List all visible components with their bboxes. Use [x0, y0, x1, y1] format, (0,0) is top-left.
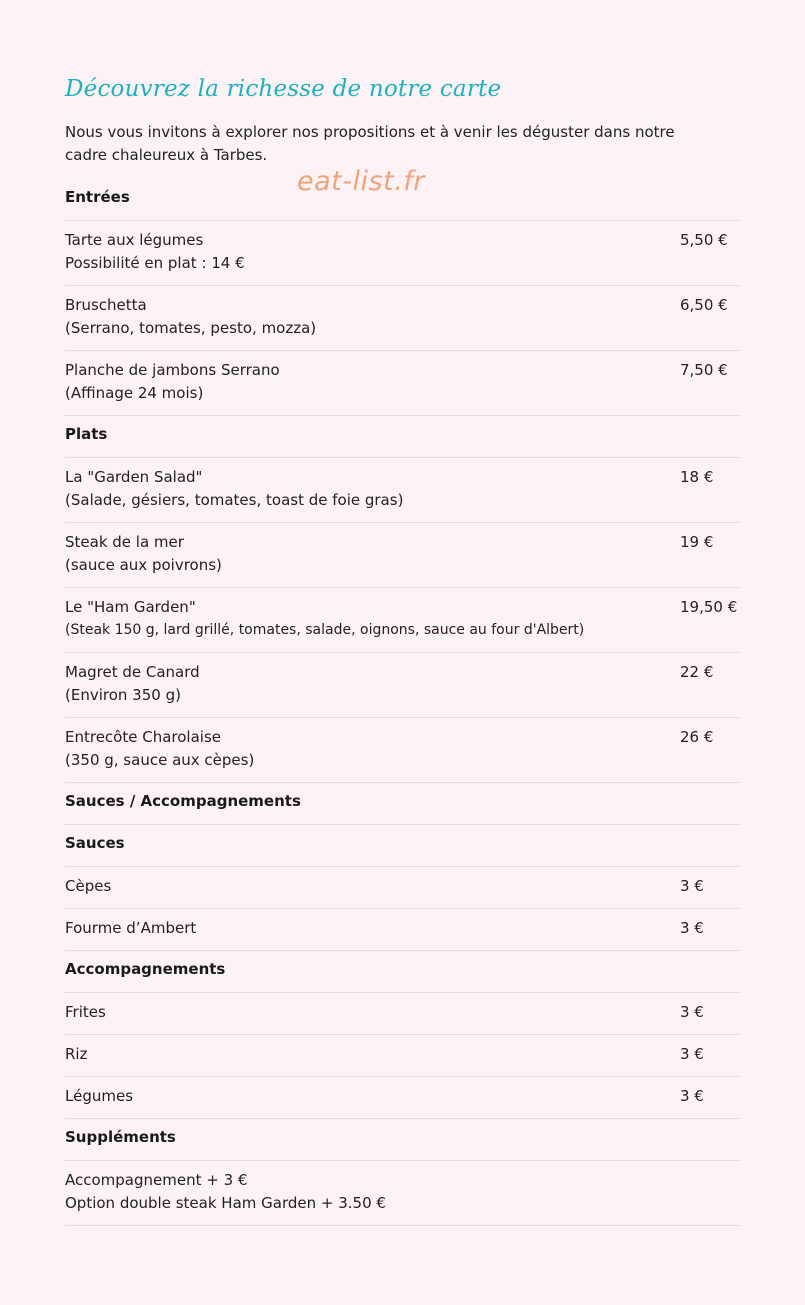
menu-item	[65, 458, 740, 523]
item-price: 3 €	[680, 1003, 704, 1021]
item-name: Cèpes	[65, 877, 112, 895]
menu-item	[65, 351, 740, 416]
menu-item	[65, 523, 740, 588]
intro-text	[65, 121, 740, 167]
menu-item	[65, 909, 740, 951]
menu-item	[65, 1161, 740, 1226]
menu-item	[65, 993, 740, 1035]
section-sauces-accompagnements	[65, 783, 740, 825]
menu-item	[65, 1035, 740, 1077]
item-price: 19,50 €	[680, 598, 738, 616]
item-description: (Affinage 24 mois)	[65, 384, 204, 402]
menu-item	[65, 718, 740, 783]
item-name: Légumes	[65, 1087, 134, 1105]
page-title: Découvrez la richesse de notre carte	[65, 76, 502, 102]
item-description: (Salade, gésiers, tomates, toast de foie gras)	[65, 491, 404, 509]
item-description: (350 g, sauce aux cèpes)	[65, 751, 255, 769]
item-name: Frites	[65, 1003, 106, 1021]
item-name: Bruschetta	[65, 296, 147, 314]
menu-item	[65, 286, 740, 351]
menu-item	[65, 653, 740, 718]
item-price: 6,50 €	[680, 296, 728, 314]
section-title: Accompagnements	[65, 960, 226, 978]
menu-item	[65, 867, 740, 909]
section-accompagnements	[65, 951, 740, 993]
intro-line: cadre chaleureux à Tarbes.	[65, 146, 268, 164]
section-title: Entrées	[65, 188, 130, 206]
item-price: 5,50 €	[680, 231, 728, 249]
section-sauces	[65, 825, 740, 867]
item-name: Fourme d’Ambert	[65, 919, 197, 937]
menu-list	[65, 179, 740, 1226]
section-title: Suppléments	[65, 1128, 176, 1146]
section-title: Sauces	[65, 834, 125, 852]
item-name: Planche de jambons Serrano	[65, 361, 280, 379]
menu-item	[65, 1077, 740, 1119]
section-supplements	[65, 1119, 740, 1161]
item-price: 19 €	[680, 533, 714, 551]
item-name: Accompagnement + 3 €	[65, 1171, 248, 1189]
intro-line: Nous vous invitons à explorer nos propositions et à venir les déguster dans notre	[65, 123, 675, 141]
item-description: (Environ 350 g)	[65, 686, 181, 704]
item-name: La "Garden Salad"	[65, 468, 203, 486]
section-plats	[65, 416, 740, 458]
item-price: 18 €	[680, 468, 714, 486]
item-description: Option double steak Ham Garden + 3.50 €	[65, 1194, 386, 1212]
item-name: Entrecôte Charolaise	[65, 728, 221, 746]
item-price: 3 €	[680, 1087, 704, 1105]
item-name: Le "Ham Garden"	[65, 598, 196, 616]
watermark: eat-list.fr	[297, 166, 425, 197]
item-description: (Steak 150 g, lard grillé, tomates, salade, oignons, sauce au four d'Albert)	[65, 622, 585, 638]
menu-item	[65, 221, 740, 286]
item-description: Possibilité en plat : 14 €	[65, 254, 245, 272]
item-name: Magret de Canard	[65, 663, 200, 681]
item-price: 22 €	[680, 663, 714, 681]
item-price: 3 €	[680, 919, 704, 937]
item-name: Tarte aux légumes	[65, 231, 204, 249]
item-description: (sauce aux poivrons)	[65, 556, 222, 574]
item-name: Steak de la mer	[65, 533, 184, 551]
item-price: 3 €	[680, 877, 704, 895]
item-price: 7,50 €	[680, 361, 728, 379]
item-description: (Serrano, tomates, pesto, mozza)	[65, 319, 317, 337]
item-price: 26 €	[680, 728, 714, 746]
section-title: Plats	[65, 425, 108, 443]
item-name: Riz	[65, 1045, 88, 1063]
item-price: 3 €	[680, 1045, 704, 1063]
menu-item	[65, 588, 740, 653]
section-title: Sauces / Accompagnements	[65, 792, 301, 810]
